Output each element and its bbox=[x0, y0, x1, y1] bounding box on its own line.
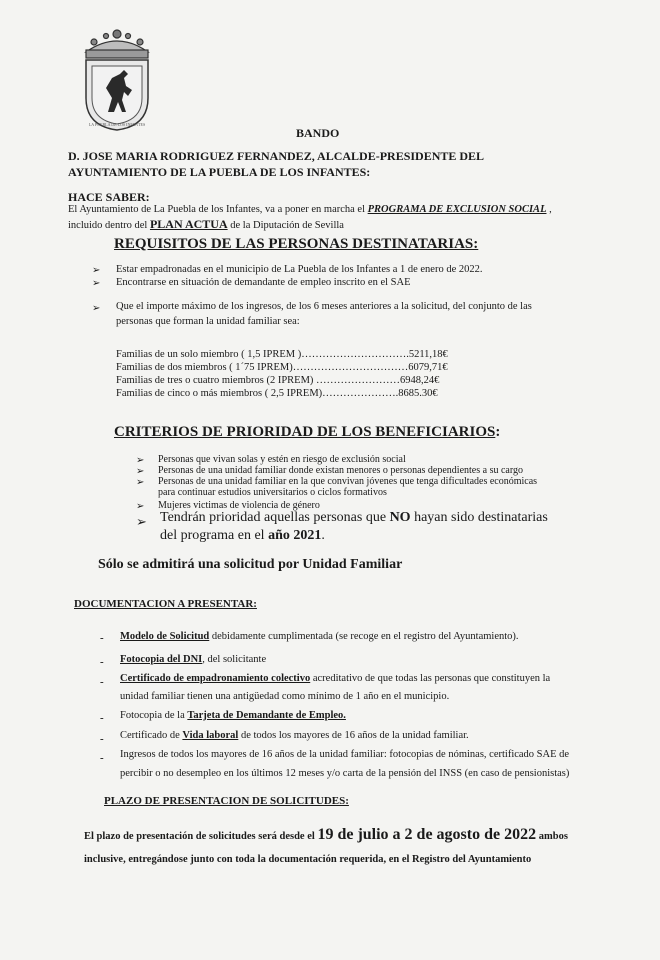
dash-bullet: - bbox=[100, 733, 104, 745]
dash-bullet: - bbox=[100, 752, 104, 764]
doc-item bbox=[120, 726, 469, 745]
municipal-crest-image bbox=[72, 26, 162, 134]
criterios-title-line bbox=[114, 424, 500, 441]
priority-text-3: del programa en el bbox=[160, 528, 269, 543]
crest-motto: LA PUEBLA DE LOS INFANTES bbox=[88, 122, 146, 127]
arrow-bullet-icon: ➢ bbox=[92, 278, 101, 289]
criterio-item-continuation: para continuar estudios universitarios o ciclos formativos bbox=[158, 487, 387, 498]
arrow-bullet-icon: ➢ bbox=[136, 455, 145, 466]
documentacion-title: DOCUMENTACION A PRESENTAR: bbox=[74, 598, 257, 610]
requisitos-title: REQUISITOS DE LAS PERSONAS DESTINATARIAS: bbox=[114, 236, 479, 252]
requisito-item: Que el importe máximo de los ingresos, de los 6 meses anteriores a la solicitud, del conjunto de las bbox=[116, 301, 532, 312]
doc-item-strong: Tarjeta de Demandante de Empleo. bbox=[187, 710, 346, 721]
doc-item bbox=[120, 627, 519, 646]
dash-bullet: - bbox=[100, 712, 104, 724]
arrow-bullet-icon: ➢ bbox=[136, 466, 145, 477]
criterio-item: Personas de una unidad familiar donde existan menores o personas dependientes a su cargo bbox=[158, 465, 523, 476]
dash-bullet: - bbox=[100, 676, 104, 688]
doc-item: Ingresos de todos los mayores de 16 años de la unidad familiar: fotocopias de nóminas, certificado SAE de bbox=[120, 749, 570, 760]
program-name: PROGRAMA DE EXCLUSION SOCIAL bbox=[367, 204, 547, 215]
single-application-note: Sólo se admitirá una solicitud por Unidad Familiar bbox=[98, 557, 403, 572]
doc-item-pre: Fotocopia de la bbox=[120, 710, 188, 721]
familia-row: Familias de dos miembros ( 1´75 IPREM)……………………………6079,71€ bbox=[116, 362, 448, 373]
intro-text-3: de la Diputación de Sevilla bbox=[227, 220, 344, 231]
doc-item-rest: debidamente cumplimentada (se recoge en el registro del Ayuntamiento). bbox=[209, 631, 519, 642]
dash-bullet: - bbox=[100, 656, 104, 668]
doc-item-strong: Certificado de empadronamiento colectivo bbox=[120, 673, 311, 684]
doc-item bbox=[120, 650, 266, 669]
familia-row: Familias de cinco o más miembros ( 2,5 IPREM)………………….8685.30€ bbox=[116, 388, 438, 399]
doc-item-strong: Fotocopia del DNI bbox=[120, 654, 203, 665]
priority-text-2: hayan sido destinatarias bbox=[410, 510, 548, 525]
priority-no: NO bbox=[389, 510, 411, 525]
familia-row: Familias de tres o cuatro miembros (2 IPREM) ……………………6948,24€ bbox=[116, 375, 440, 386]
criterio-item: Personas que vivan solas y estén en riesgo de exclusión social bbox=[158, 454, 406, 465]
document-title: BANDO bbox=[296, 126, 340, 140]
familia-row: Familias de un solo miembro ( 1,5 IPREM )………………………….5211,18€ bbox=[116, 349, 448, 360]
doc-item-strong: Vida laboral bbox=[182, 730, 239, 741]
requisito-item: Encontrarse en situación de demandante de empleo inscrito en el SAE bbox=[116, 277, 411, 288]
requisito-item-continuation: personas que forman la unidad familiar sea: bbox=[116, 316, 300, 327]
doc-item-continuation: unidad familiar tienen una antigüedad como mínimo de 1 año en el municipio. bbox=[120, 691, 450, 702]
priority-line-1 bbox=[160, 510, 548, 526]
criterio-item: Personas de una unidad familiar en la que convivan jóvenes que tenga dificultades económicas bbox=[158, 476, 538, 487]
arrow-bullet-icon: ➢ bbox=[92, 265, 101, 276]
hace-saber-paragraph bbox=[68, 202, 552, 233]
doc-item-continuation: percibir o no desempleo en los últimos 12 meses y/o carta de la pensión del INSS (en caso de pensionistas) bbox=[120, 768, 570, 779]
arrow-bullet-icon: ➢ bbox=[136, 514, 147, 529]
plan-name: PLAN ACTUA bbox=[149, 217, 228, 231]
priority-line-2 bbox=[160, 528, 325, 544]
requisito-item: Estar empadronadas en el municipio de La Puebla de los Infantes a 1 de enero de 2022. bbox=[116, 264, 483, 275]
doc-item bbox=[120, 669, 550, 688]
plazo-line-2: inclusive, entregándose junto con toda la documentación requerida, en el Registro del Ayuntamiento bbox=[84, 854, 532, 865]
arrow-bullet-icon: ➢ bbox=[92, 303, 101, 314]
intro-text: El Ayuntamiento de La Puebla de los Infantes, va a poner en marcha el bbox=[68, 204, 368, 215]
plazo-dates: 19 de julio a 2 de agosto de 2022 bbox=[317, 826, 537, 843]
plazo-text-2: ambos bbox=[536, 831, 568, 842]
criterio-item: Mujeres victimas de violencia de género bbox=[158, 500, 320, 511]
dash-bullet: - bbox=[100, 632, 104, 644]
plazo-line-1 bbox=[84, 826, 568, 844]
intro-text-2: incluido dentro del bbox=[68, 220, 150, 231]
doc-item-strong: Modelo de Solicitud bbox=[120, 631, 210, 642]
doc-item-rest: acreditativo de que todas las personas que constituyen la bbox=[310, 673, 551, 684]
priority-text: Tendrán prioridad aquellas personas que bbox=[160, 510, 390, 525]
doc-item-rest: , del solicitante bbox=[202, 654, 267, 665]
priority-year: año 2021 bbox=[268, 528, 322, 543]
arrow-bullet-icon: ➢ bbox=[136, 501, 145, 512]
criterios-title: CRITERIOS DE PRIORIDAD DE LOS BENEFICIARIOS bbox=[114, 424, 496, 440]
hace-saber-label: HACE SABER: bbox=[68, 190, 150, 204]
intro-text-end: , bbox=[546, 204, 552, 215]
criterios-title-colon: : bbox=[495, 424, 501, 440]
priority-end: . bbox=[321, 528, 325, 543]
doc-item bbox=[120, 706, 346, 725]
plazo-text: El plazo de presentación de solicitudes será desde el bbox=[84, 831, 318, 842]
plazo-title: PLAZO DE PRESENTACION DE SOLICITUDES: bbox=[104, 795, 349, 807]
mayor-heading: D. JOSE MARIA RODRIGUEZ FERNANDEZ, ALCALDE-PRESIDENTE DEL AYUNTAMIENTO DE LA PUEBLA DE LOS INFANTES: bbox=[68, 149, 484, 179]
doc-item-pre: Certificado de bbox=[120, 730, 183, 741]
arrow-bullet-icon: ➢ bbox=[136, 477, 145, 488]
doc-item-rest: de todos los mayores de 16 años de la unidad familiar. bbox=[238, 730, 469, 741]
